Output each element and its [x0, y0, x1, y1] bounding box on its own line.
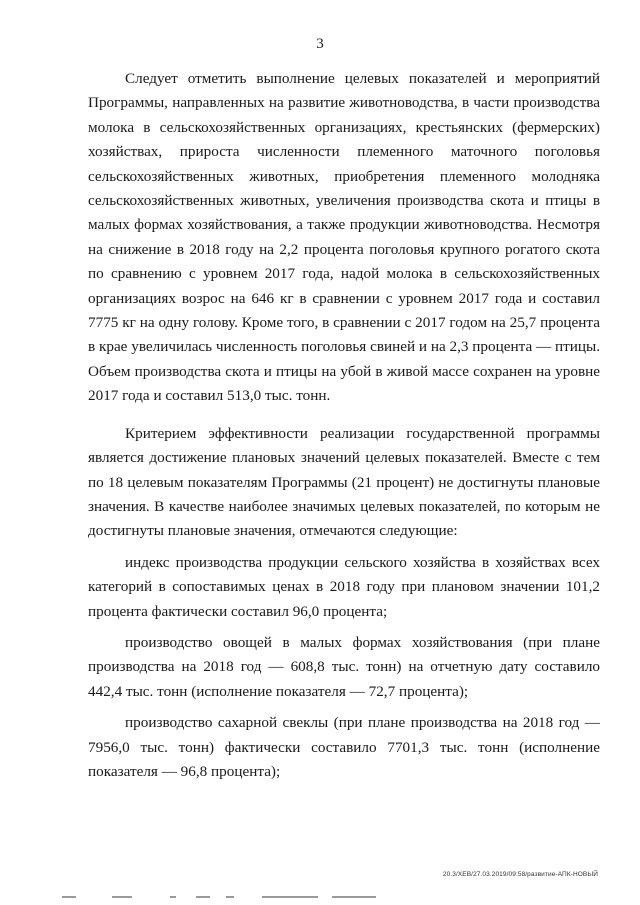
list-item-sugar-beet-production: производство сахарной свеклы (при плане производства на 2018 год — 7956,0 тыс. тонн) фактически составило 7701,3 тыс. тонн (исполнение показателя — 96,8 процента);: [88, 714, 600, 780]
list-item-agriculture-index: индекс производства продукции сельского хозяйства в хозяйствах всех категорий в сопоставимых ценах в 2018 году при плановом значении 101,2 процента фактически составил 96,0 процента;: [88, 553, 600, 620]
document-body: [88, 67, 600, 797]
paragraph-livestock-indicators: Следует отметить выполнение целевых показателей и мероприятий Программы, направленных на развитие животноводства, в части производства молока в сельскохозяйственных организациях, крестьянских (фермерских) хозяйствах, прироста численности племенного маточного поголовья сельскохозяйственных животных, приобретения племенного молодняка сельскохозяйственных животных, увеличения производства скота и птицы в малых формах хозяйствования, а также продукции животноводства. Несмотря на снижение в 2018 году на 2,2 процента поголовья крупного рогатого скота по сравнению с уровнем 2017 года, надой молока в сельскохозяйственных организациях возрос на 646 кг в сравнении с уровнем 2017 года и составил 7775 кг на одну голову. Кроме того, в сравнении с 2017 годом на 25,7 процента в крае увеличилась численность поголовья свиней и на 2,3 процента — птицы. Объем производства скота и птицы на убой в живой массе сохранен на уровне 2017 года и составил 513,0 тыс. тонн.: [88, 70, 600, 405]
scan-edge-artifacts: [0, 893, 640, 901]
list-item-vegetable-production: производство овощей в малых формах хозяйствования (при плане производства на 2018 год — 608,8 тыс. тонн) на отчетную дату составило 442,4 тыс. тонн (исполнение показателя — 72,7 процента);: [88, 633, 600, 700]
paragraph-efficiency-criterion: Критерием эффективности реализации государственной программы является достижение плановых значений целевых показателей. Вместе с тем по 18 целевым показателям Программы (21 процент) не достигнуты плановые значения. В качестве наиболее значимых целевых показателей, по которым не достигнуты плановые значения, отмечаются следующие:: [88, 424, 600, 540]
document-footer-code: 20.3/ХЕВ/27.03.2019/09:58/развитие-АПК-НОВЫЙ: [442, 871, 598, 878]
page-number: 3: [316, 36, 324, 52]
